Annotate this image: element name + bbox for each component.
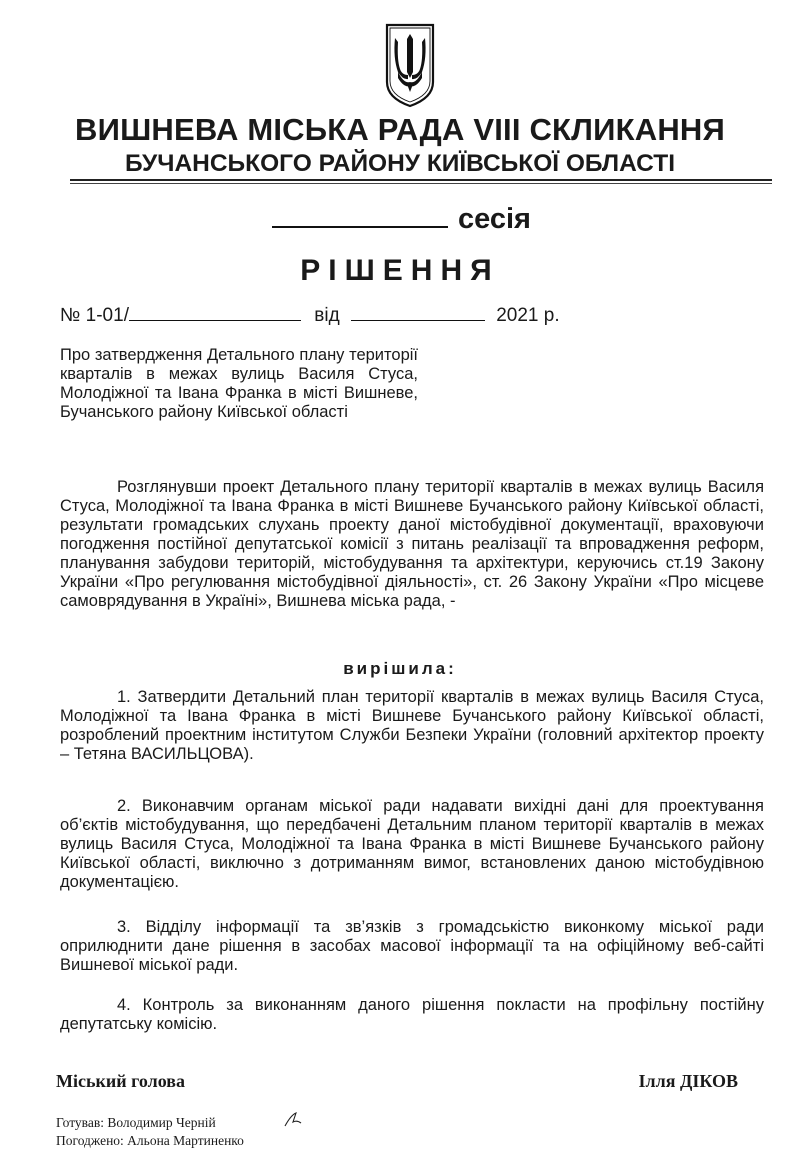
decision-date-label: від bbox=[314, 305, 340, 326]
decision-number-line bbox=[60, 302, 780, 327]
resolved-heading: вирішила: bbox=[343, 659, 457, 678]
council-district: БУЧАНСЬКОГО РАЙОНУ КИЇВСЬКОЇ ОБЛАСТІ bbox=[124, 150, 676, 177]
session-line bbox=[272, 196, 531, 236]
handwritten-initial-mark bbox=[282, 1111, 304, 1131]
decision-number-prefix: № 1-01/ bbox=[60, 305, 129, 326]
agreed-by: Погоджено: Альона Мартиненко bbox=[56, 1133, 244, 1148]
header-divider-thin bbox=[70, 183, 772, 184]
preamble-paragraph: Розглянувши проект Детального плану території кварталів в межах вулиць Василя Стуса, Молодіжної та Івана Франка в місті Вишневе Бучанського району Київської області, результати громадських слухань проекту даної містобудівної документації, враховуючи погодження постійної депутатської комісії з питань реалізації та впровадження реформ, планування забудови територій, містобудування та архітектури, керуючись ст.19 Закону України «Про регулювання містобудівної діяльності», ст. 26 Закону України «Про місцеве самоврядування в Україні», Вишнева міська рада, - bbox=[60, 478, 764, 610]
session-label: сесія bbox=[458, 203, 531, 235]
decision-item: 1. Затвердити Детальний план території кварталів в межах вулиць Василя Стуса, Молодіжної та Івана Франка в місті Вишневе Бучанського району Київської області, розроблений проектним інститутом Служби Безпеки України (головний архітектор проекту – Тетяна ВАСИЛЬЦОВА). bbox=[60, 688, 764, 763]
decision-item: 2. Виконавчим органам міської ради надавати вихідні дані для проектування об’єктів містобудування, що передбачені Детальним планом території кварталів в межах вулиць Василя Стуса, Молодіжної та Івана Франка в місті Вишневе Бучанського району Київської області, виключно з дотриманням вимог, встановлених даною містобудівною документацією. bbox=[60, 797, 764, 891]
session-number-blank bbox=[272, 196, 448, 228]
decision-number-blank bbox=[129, 302, 301, 321]
header-divider bbox=[70, 179, 772, 181]
approval-footer bbox=[56, 1114, 244, 1150]
decision-year: 2021 р. bbox=[496, 305, 560, 326]
trident-coat-of-arms-icon bbox=[384, 22, 436, 108]
council-name: ВИШНЕВА МІСЬКА РАДА VIII СКЛИКАННЯ bbox=[75, 112, 725, 147]
decision-item: 4. Контроль за виконанням даного рішення покласти на профільну постійну депутатську комісію. bbox=[60, 996, 764, 1033]
decision-item: 3. Відділу інформації та зв’язків з громадськістю виконкому міської ради оприлюднити дане рішення в засобах масової інформації та на офіційному веб-сайті Вишневої міської ради. bbox=[60, 918, 764, 974]
decision-subject: Про затвердження Детального плану території кварталів в межах вулиць Василя Стуса, Молодіжної та Івана Франка в місті Вишневе, Бучанського району Київської області bbox=[60, 346, 418, 421]
prepared-by: Готував: Володимир Черній bbox=[56, 1115, 216, 1130]
signatory-name: Ілля ДІКОВ bbox=[638, 1071, 738, 1091]
document-title: РІШЕННЯ bbox=[300, 254, 500, 287]
signatory-position: Міський голова bbox=[56, 1071, 185, 1091]
decision-date-blank bbox=[351, 302, 485, 321]
